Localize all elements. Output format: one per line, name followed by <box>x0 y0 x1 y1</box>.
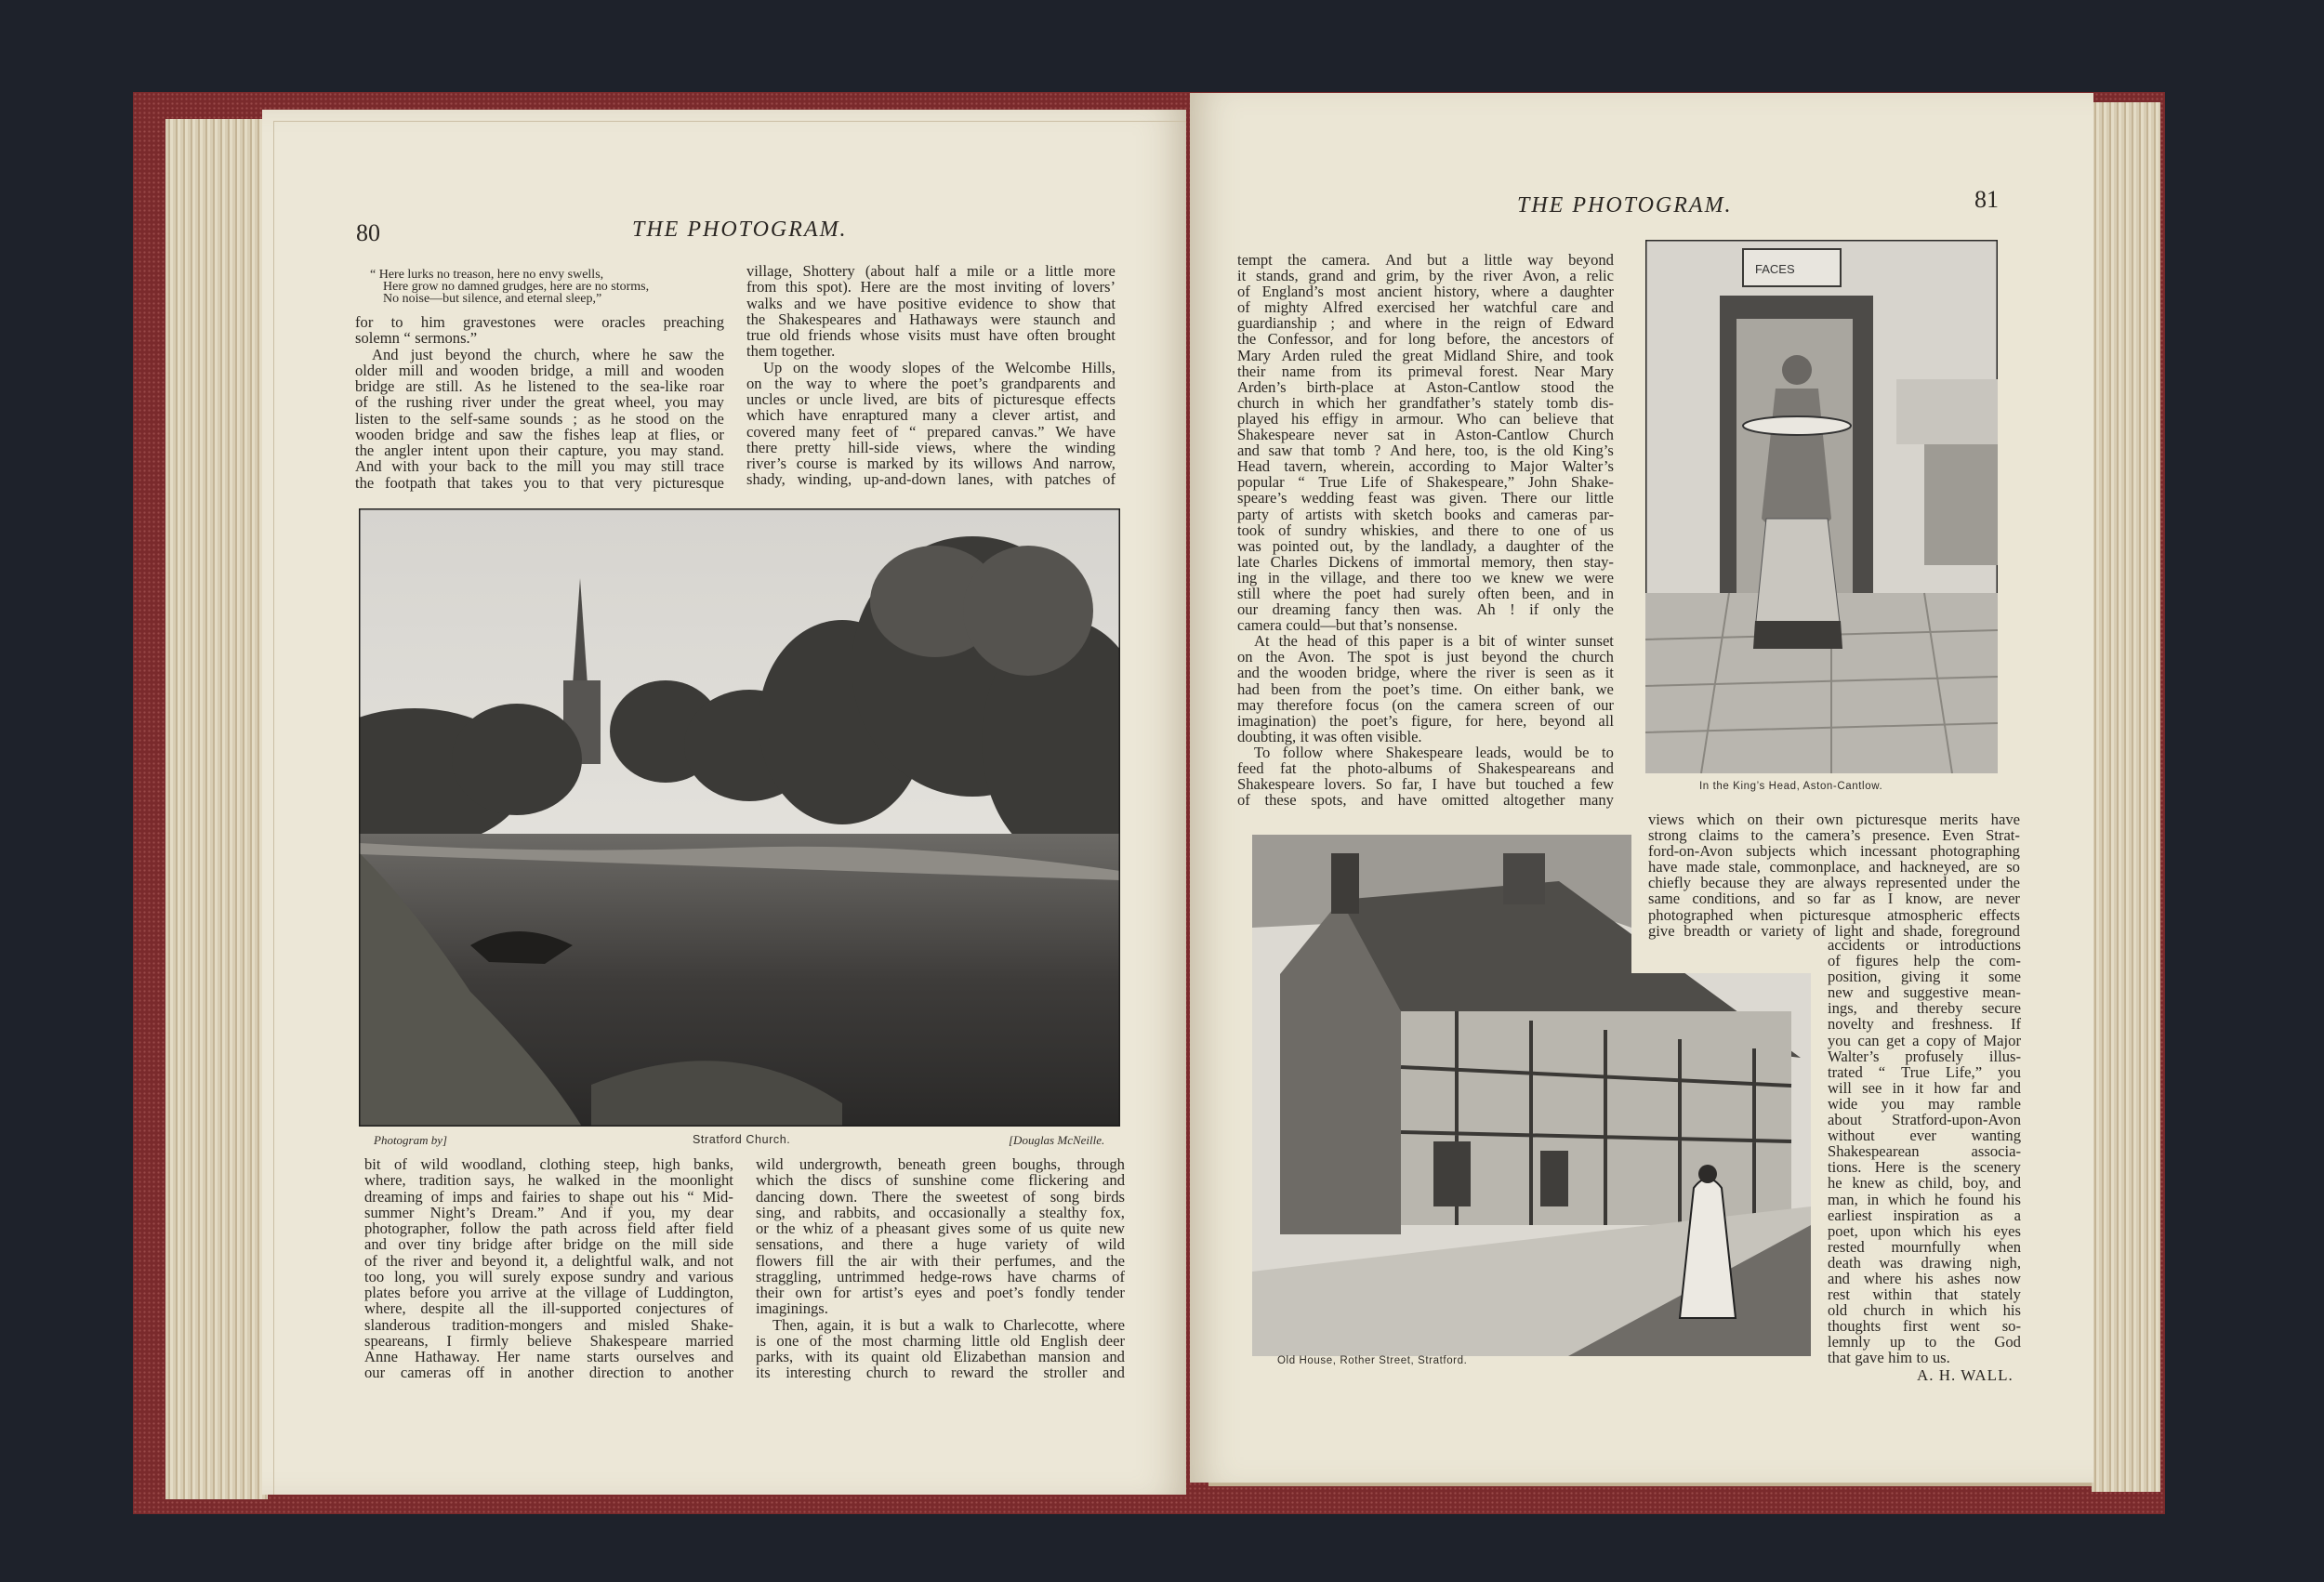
text-line: sensations, and there a huge variety of wild <box>756 1235 1125 1254</box>
text-line: And just beyond the church, where he saw the <box>372 345 724 363</box>
text-line: that gave him to us. <box>1828 1349 1950 1367</box>
text-line: photographer, follow the path across field after field <box>364 1219 733 1237</box>
text-line: still where the poet had surely often been, and in <box>1237 584 1614 602</box>
text-line: of these spots, and have omitted altogether many <box>1237 791 1614 810</box>
text-line: from this spot). Here are the most inviting of lovers’ <box>746 278 1116 297</box>
text-line: took of sundry whiskies, and there to one of us <box>1237 521 1614 539</box>
text-line: man, in which he found his <box>1828 1190 2021 1208</box>
poem-line: Here grow no damned grudges, here are no storms, <box>383 280 650 294</box>
text-line: And with your back to the mill you may still trace <box>355 457 724 476</box>
photo-credit-prefix: Photogram by] <box>374 1133 448 1147</box>
text-line: views which on their own picturesque merits have <box>1648 811 2020 828</box>
text-line: Then, again, it is but a walk to Charlecotte, where <box>772 1315 1125 1334</box>
text-line: thoughts first went so- <box>1828 1317 2021 1336</box>
old-house-caption: Old House, Rother Street, Stratford. <box>1277 1355 1468 1366</box>
running-head: THE PHOTOGRAM. <box>632 218 848 242</box>
text-line: wild undergrowth, beneath green boughs, through <box>756 1155 1125 1173</box>
text-line: wide you may ramble <box>1828 1094 2021 1113</box>
page-number: 80 <box>356 219 380 246</box>
text-line: same conditions, and so far as I know, are never <box>1648 890 2020 908</box>
text-line: ford-on-Avon subjects which incessant photographing <box>1648 842 2020 861</box>
text-line: its interesting church to reward the stroller and <box>756 1364 1125 1382</box>
text-line: party of artists with sketch books and cameras par- <box>1237 505 1614 523</box>
text-line: the angler intent upon their capture, you may stand. <box>355 442 724 459</box>
text-line: ings, and thereby secure <box>1828 999 2021 1018</box>
photo-caption: Stratford Church. <box>693 1133 791 1146</box>
text-line: Shakespeare never sat in Aston-Cantlow Church <box>1237 426 1614 444</box>
text-line: bit of wild woodland, clothing steep, high banks, <box>364 1155 733 1173</box>
text-line: parks, with its quaint old Elizabethan mansion and <box>756 1348 1125 1365</box>
photographer-credit: [Douglas McNeille. <box>1009 1133 1105 1147</box>
text-line: imagination) the poet’s figure, for here, beyond all <box>1237 711 1614 730</box>
text-line: you can get a copy of Major <box>1828 1031 2021 1049</box>
text-line: trated “ True Life,” you <box>1828 1062 2021 1081</box>
column-right-narrow <box>1828 937 2021 1366</box>
text-line: listen to the self-same sounds ; as he stood on the <box>355 409 724 428</box>
text-line: novelty and freshness. If <box>1828 1015 2021 1034</box>
text-line: of figures help the com- <box>1828 952 2021 970</box>
text-line: tions. Here is the scenery <box>1828 1158 2021 1177</box>
text-line: Mary Arden ruled the great Midland Shire, and took <box>1237 346 1614 364</box>
text-line: the Confessor, and for long before, the ancestors of <box>1237 330 1614 349</box>
text-line: doubting, it was often visible. <box>1237 727 1422 745</box>
text-line: To follow where Shakespeare leads, would be to <box>1254 743 1614 761</box>
column-right-main <box>1237 252 1614 808</box>
text-line: Anne Hathaway. Her name starts ourselves and <box>364 1348 733 1365</box>
text-line: which the discs of sunshine come flickering and <box>756 1171 1125 1190</box>
text-line: of mighty Alfred exercised her watchful care and <box>1237 298 1614 317</box>
text-line: older mill and wooden bridge, a mill and wooden <box>355 361 724 379</box>
text-line: wooden bridge and saw the fishes leap at flies, or <box>355 425 724 443</box>
text-line: guardianship ; and where in the reign of Edward <box>1237 314 1614 333</box>
text-line: flowers fill the air with their perfumes, and the <box>756 1251 1125 1270</box>
text-line: for to him gravestones were oracles preaching <box>355 313 724 331</box>
kings-head-caption: In the King’s Head, Aston-Cantlow. <box>1699 781 1883 792</box>
text-line: the Shakespeares and Hathaways were staunch and <box>746 310 1116 328</box>
text-line: earliest inspiration as a <box>1828 1206 2021 1224</box>
text-line: of the river and beyond it, a delightful walk, and not <box>364 1251 733 1270</box>
text-line: ing in the village, and there too we knew we were <box>1237 568 1614 587</box>
text-line: tempt the camera. And but a little way beyond <box>1237 251 1614 269</box>
text-line: our cameras off in another direction to another <box>364 1364 733 1382</box>
text-line: bridge are still. As he listened to the sea-like roar <box>355 377 724 395</box>
text-line: Head tavern, wherein, according to Major Walter’s <box>1237 457 1614 476</box>
text-line: of England’s most ancient history, where a daughter <box>1237 283 1614 301</box>
column-upper-right <box>746 263 1116 488</box>
text-line: without ever wanting <box>1828 1127 2021 1145</box>
left-page-edges <box>165 119 268 1499</box>
text-line: and where his ashes now <box>1828 1269 2021 1287</box>
text-line: give breadth or variety of light and shade, foreground <box>1648 921 2020 940</box>
text-line: dancing down. There the sweetest of song birds <box>756 1187 1125 1206</box>
text-line: late Charles Dickens of immortal memory, then stay- <box>1237 552 1614 571</box>
poem-line: No noise—but silence, and eternal sleep,” <box>383 292 602 306</box>
text-line: of the rushing river under the great wheel, you may <box>355 393 724 412</box>
text-line: old church in which his <box>1828 1301 2021 1320</box>
text-line: had been from the poet’s time. On either bank, we <box>1237 679 1614 698</box>
woman-figure <box>1782 355 1812 385</box>
text-line: on the Avon. The spot is just beyond the church <box>1237 648 1614 666</box>
text-line: position, giving it some <box>1828 968 2021 986</box>
stratford-church-photo <box>359 508 1120 1127</box>
text-line: may therefore focus (on the camera screen of our <box>1237 695 1614 714</box>
text-line: on the way to where the poet’s grandparents and <box>746 374 1116 392</box>
text-line: plates before you arrive at the village of Luddington, <box>364 1284 733 1301</box>
text-line: rested mournfully when <box>1828 1237 2021 1256</box>
text-line: Walter’s profusely illus- <box>1828 1047 2021 1065</box>
text-line: sing, and rabbits, and occasionally a stealthy fox, <box>756 1203 1125 1221</box>
text-line: shady, winding, up-and-down lanes, with patches of <box>746 470 1116 489</box>
right-page-edges <box>2092 102 2160 1492</box>
text-line: walks and we have positive evidence to show that <box>746 294 1116 312</box>
column-lower-left <box>364 1156 733 1381</box>
text-line: Shakespearean associa- <box>1828 1142 2021 1161</box>
text-line: too long, you will surely expose sundry and various <box>364 1267 733 1285</box>
text-line: summer Night’s Dream.” And if you, my dear <box>364 1203 733 1221</box>
text-line: photographed when picturesque atmospheric effects <box>1648 905 2020 924</box>
text-line: will see in it how far and <box>1828 1078 2021 1097</box>
text-line: covered many feet of “ prepared canvas.” We have <box>746 422 1116 441</box>
text-line: or the whiz of a pheasant gives some of us quite new <box>756 1219 1125 1237</box>
text-line: our dreaming fancy then was. Ah ! if only the <box>1237 600 1614 619</box>
text-line: church in which her grandfather’s stately tomb dis- <box>1237 393 1614 412</box>
text-line: was pointed out, by the landlady, a daughter of the <box>1237 536 1614 555</box>
text-line: camera could—but that’s nonsense. <box>1237 616 1458 635</box>
old-house-illustration <box>1252 835 1811 1356</box>
text-line: slanderous tradition-mongers and misled Shake- <box>364 1315 733 1334</box>
kings-head-illustration <box>1645 240 1998 773</box>
running-head: THE PHOTOGRAM. <box>1517 193 1733 218</box>
text-line: and saw that tomb ? And here, too, is the old King’s <box>1237 442 1614 460</box>
text-line: uncles or uncle lived, are bits of picturesque effects <box>746 390 1116 408</box>
text-line: their own for artist’s eyes and poet’s fondly tender <box>756 1284 1125 1301</box>
sign-text: FACES <box>1755 262 1795 276</box>
poem-line: “ Here lurks no treason, here no envy swells, <box>370 268 604 282</box>
poem-quote <box>370 269 649 305</box>
text-line: speare’s wedding feast was given. There our little <box>1237 489 1614 508</box>
text-line: speareans, I firmly believe Shakespeare married <box>364 1331 733 1350</box>
text-line: lemnly up to the God <box>1828 1333 2021 1351</box>
text-line: dreaming of imps and fairies to shape out his “ Mid- <box>364 1187 733 1206</box>
text-line: true old friends whose visits must have often brought <box>746 326 1116 344</box>
text-line: where, despite all the ill-supported conjectures of <box>364 1299 733 1318</box>
text-line: the footpath that takes you to that very picturesque <box>355 473 724 492</box>
text-line: where, tradition says, he walked in the moonlight <box>364 1171 733 1190</box>
text-line: there pretty hill-side views, where the winding <box>746 438 1116 456</box>
text-line: poet, upon which his eyes <box>1828 1221 2021 1240</box>
text-line: is one of the most charming little old English deer <box>756 1331 1125 1350</box>
text-line: rest within that stately <box>1828 1285 2021 1304</box>
author-signature: A. H. WALL. <box>1917 1366 2014 1384</box>
text-line: it stands, grand and grim, by the river Avon, a relic <box>1237 267 1614 285</box>
page-number: 81 <box>1974 186 1999 213</box>
text-line: popular “ True Life of Shakespeare,” John Shake- <box>1237 473 1614 492</box>
column-upper-left <box>355 314 724 491</box>
text-line: straggling, untrimmed hedge-rows have charms of <box>756 1267 1125 1285</box>
chimney <box>1331 853 1359 914</box>
text-line: have made stale, commonplace, and hackneyed, are so <box>1648 858 2020 877</box>
text-line: death was drawing nigh, <box>1828 1253 2021 1272</box>
text-line: them together. <box>746 342 836 361</box>
text-line: and the wooden bridge, where the river is seen as it <box>1237 664 1614 682</box>
text-line: At the head of this paper is a bit of winter sunset <box>1254 632 1614 651</box>
text-line: river’s course is marked by its willows And narrow, <box>746 455 1116 472</box>
text-line: their name from its primeval forest. Near Mary <box>1237 362 1614 380</box>
text-line: played his effigy in armour. Who can believe that <box>1237 409 1614 428</box>
text-line: village, Shottery (about half a mile or a little more <box>746 262 1116 280</box>
text-line: feed fat the photo-albums of Shakespeareans and <box>1237 759 1614 777</box>
text-line: which have enraptured many a clever artist, and <box>746 406 1116 425</box>
text-line: Up on the woody slopes of the Welcombe Hills, <box>763 358 1116 376</box>
text-line: Arden’s birth-place at Aston-Cantlow stood the <box>1237 377 1614 396</box>
text-line: about Stratford-upon-Avon <box>1828 1111 2021 1129</box>
text-line: strong claims to the camera’s presence. Even Strat- <box>1648 826 2020 845</box>
text-line: solemn “ sermons.” <box>355 329 478 348</box>
text-line: he knew as child, boy, and <box>1828 1174 2021 1193</box>
text-line: accidents or introductions <box>1828 936 2021 954</box>
text-line: imaginings. <box>756 1299 828 1318</box>
column-lower-right <box>756 1156 1125 1381</box>
text-line: Shakespeare lovers. So far, I have but touched a few <box>1237 775 1614 794</box>
text-line: new and suggestive mean- <box>1828 983 2021 1002</box>
text-line: chiefly because they are always represented under the <box>1648 874 2020 892</box>
text-line: and over tiny bridge after bridge on the mill side <box>364 1235 733 1254</box>
